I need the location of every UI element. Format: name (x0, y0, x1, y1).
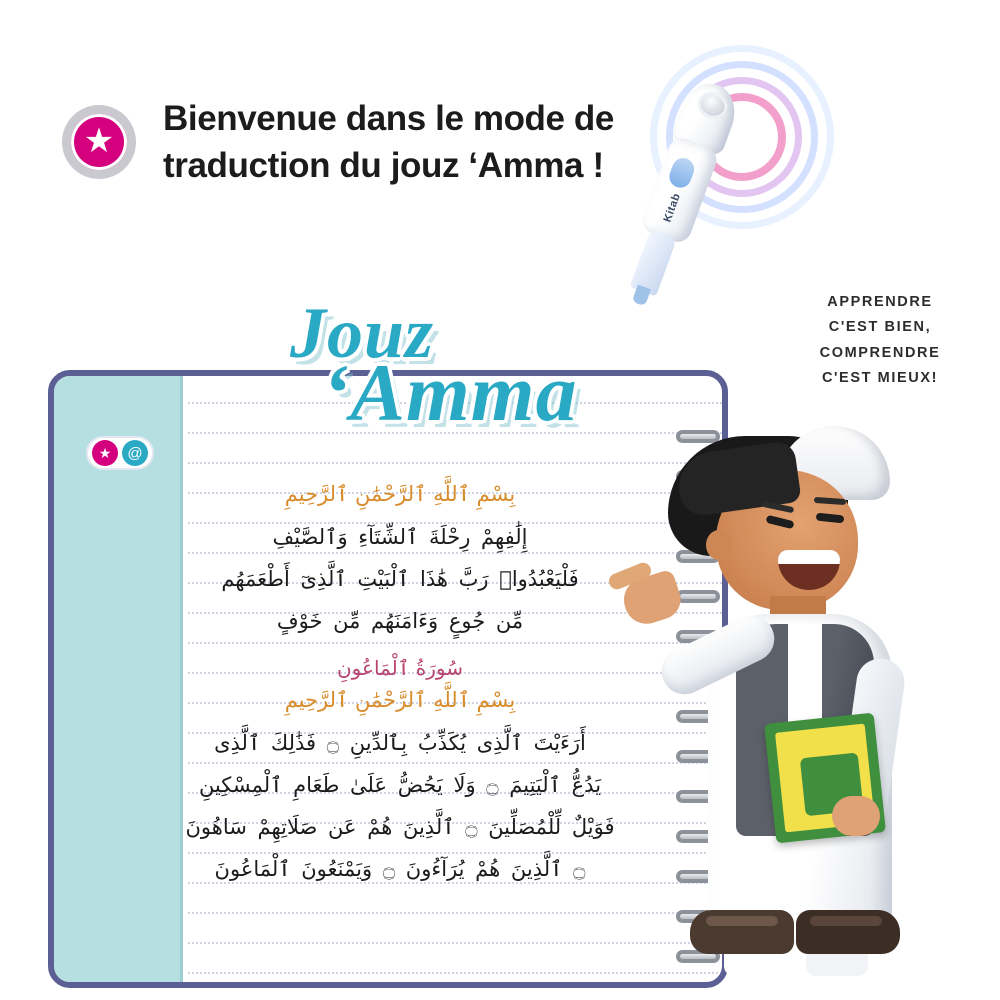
maun-line-1: أَرَءَيْتَ ٱلَّذِى يُكَذِّبُ بِٱلدِّينِ ۝ فَذَٰلِكَ ٱلَّذِى (214, 731, 586, 755)
reading-pen-illustration (640, 55, 870, 310)
quraysh-line-1: ﺇِﻟَٰﻔِﻬِﻢْ رِحْلَةَ ٱلشِّتَآءِ وَٱلصَّيْفِ (272, 525, 528, 549)
ear (706, 530, 732, 560)
jouz-amma-logo (268, 292, 578, 452)
quraysh-line-2: فَلْيَعْبُدُوا۟ رَبَّ هَٰذَا ٱلْبَيْتِ ٱلَّذِىٓ أَطْعَمَهُم (221, 567, 579, 591)
star-badge-inner (71, 114, 127, 170)
hand-holding-book (832, 796, 880, 836)
logo-line-2: ‘Amma (322, 347, 578, 438)
slogan-line-4: C'EST MIEUX! (821, 370, 939, 387)
quraysh-line-3: مِّن جُوعٍ وَءَامَنَهُم مِّن خَوْفٍ (276, 609, 524, 633)
slogan-line-3: COMPRENDRE (819, 344, 941, 361)
star-icon[interactable]: ★ (92, 440, 118, 466)
page-mode-icons[interactable] (86, 436, 154, 470)
pen-speaker-icon (694, 88, 731, 123)
sandal-strap-right (810, 916, 882, 926)
slogan-line-1: APPRENDRE (827, 294, 933, 310)
star-icon: ★ (83, 122, 115, 160)
star-badge (62, 105, 136, 179)
sura-title: سُورَةُ ٱلْمَاعُونِ (336, 656, 463, 680)
sandal-strap-left (706, 916, 778, 926)
quran-text-block (150, 482, 650, 890)
boy-with-quran-illustration (620, 418, 950, 993)
basmala-line-2: بِسْمِ ٱللَّهِ ٱلرَّحْمَٰنِ ٱلرَّحِيمِ (284, 688, 516, 712)
logo-line-1: Jouz (290, 293, 435, 373)
maun-line-3: فَوَيْلٌ لِّلْمُصَلِّينَ ۝ ٱلَّذِينَ هُمْ عَن صَلَاتِهِمْ سَاهُونَ (185, 815, 615, 839)
pen-brand-label: Kitab (661, 191, 684, 224)
page-title: Bienvenue dans le mode de traduction du jouz ‘Amma ! (163, 99, 614, 185)
maun-line-2: يَدُعُّ ٱلْيَتِيمَ ۝ وَلَا يَحُضُّ عَلَىٰ طَعَامِ ٱلْمِسْكِينِ (198, 773, 602, 797)
teeth (778, 550, 840, 564)
slogan (790, 290, 970, 392)
maun-line-4: ۝ ٱلَّذِينَ هُمْ يُرَآءُونَ ۝ وَيَمْنَعُونَ ٱلْمَاعُونَ (214, 857, 586, 881)
at-icon[interactable]: @ (122, 440, 148, 466)
basmala-line-1: بِسْمِ ٱللَّهِ ٱلرَّحْمَٰنِ ٱلرَّحِيمِ (284, 482, 516, 506)
slogan-line-2: C'EST BIEN, (828, 319, 932, 336)
